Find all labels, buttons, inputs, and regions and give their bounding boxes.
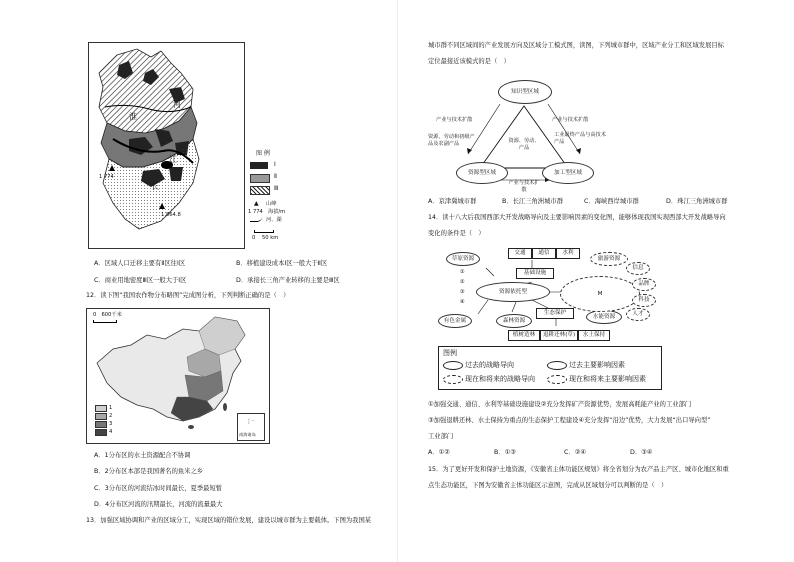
legend-peak-label: 山峰 — [266, 201, 277, 207]
q11-option-d: D．承接长三角产业转移的主要是Ⅲ区 — [236, 277, 340, 284]
hydropower-label: 水能资源 — [592, 314, 616, 320]
right-upper-flow: 产业与技术扩散 — [552, 117, 589, 123]
nonferrous-label: 有色金属 — [443, 318, 467, 324]
strategy-legend-title: 图例 — [443, 349, 457, 357]
eco-item-afforestation — [508, 330, 540, 341]
q14-stem-1: 14．读十八大后我国西部大开发战略导向及主要影响因素的变化图，能够体现我国实现西部大开发战略导向 — [428, 214, 726, 221]
forest-label: 森林资源 — [502, 318, 526, 324]
map2-legend-label-4: 4 — [109, 429, 113, 435]
region-label-he: 河 — [173, 100, 181, 109]
q13-option-c: C．海峡西岸城市群 — [584, 198, 639, 205]
m-label: M — [597, 291, 603, 297]
map2-legend-label-3: 3 — [109, 421, 113, 427]
tourism-resource-node — [590, 252, 628, 266]
inset-islands: ⋮· — [246, 418, 254, 425]
legend-past-factor: 过去主要影响因素 — [569, 361, 625, 369]
afforestation-label: 植树造林 — [512, 332, 536, 338]
river-label-jiang: 江 — [169, 155, 177, 164]
eco-item-soil-conservation — [578, 330, 610, 341]
infra-box — [516, 268, 554, 279]
resource-based-center — [476, 282, 550, 302]
q13-option-b: B．长江三角洲城市群 — [502, 198, 563, 205]
knowledge-region-label: 知识型区域 — [511, 89, 539, 95]
map2-legend-swatch-3 — [95, 421, 107, 428]
legend-label-1: Ⅰ — [274, 161, 276, 168]
q13-stem-start: 13．加强区域协调和产业的区域分工，实现区域的错位发展，建设以城市群为主要载体。下图为我国某 — [86, 517, 372, 524]
legend-future-factor: 现在和将来主要影响因素 — [569, 375, 646, 383]
legend-altitude-value: 1 774 — [248, 209, 263, 215]
map2-legend-label-1: 1 — [109, 405, 113, 411]
soil-conservation-label: 水土保持 — [582, 332, 606, 338]
q14-statement-2: ③加强退耕还林、水土保持为重点的生态保护工程建设④充分发挥“沿边”优势，大力发展“出口导向型” — [428, 417, 711, 424]
legend-past-strategy-icon — [443, 361, 463, 370]
infra-telecom-label: 通信 — [538, 250, 550, 256]
infra-item-water — [556, 248, 580, 259]
river-lake-icon — [250, 217, 262, 222]
grassland-resource-node — [446, 252, 480, 266]
legend-future-strategy-icon — [443, 375, 463, 384]
map2-legend-swatch-1 — [95, 405, 107, 412]
marker-4: ④ — [460, 299, 465, 305]
q14-statement-3: 工业部门 — [428, 433, 454, 440]
center-bottom-flow: 产业与技术扩散 — [508, 180, 540, 193]
marker-1: ① — [460, 269, 465, 275]
q15-stem-1: 15．为了更好开发和保护土地资源，《安徽省主体功能区规划》将全省划分为农产品主产区、城市化地区和重 — [428, 466, 729, 473]
marker-3: ③ — [460, 289, 465, 295]
brand-node — [632, 278, 656, 291]
brand-label: 品牌 — [638, 281, 650, 287]
q12-option-d: D．4分布区河流的汛期最长，河流的流量最大 — [94, 501, 223, 508]
west-development-diagram — [436, 246, 662, 390]
talent-label: 人才 — [632, 311, 644, 317]
infra-label: 基础设施 — [523, 270, 547, 276]
q15-stem-2: 点生态功能区，下图为安徽省主体功能区示意图，完成从区域划分可以判断的是（ ） — [428, 482, 668, 489]
technology-node — [632, 294, 656, 307]
infra-transport-label: 交通 — [514, 250, 526, 256]
m-center-node — [560, 276, 640, 312]
legend-title: 图 例 — [256, 150, 270, 157]
tourism-label: 旅游资源 — [597, 256, 621, 262]
nonferrous-metal-node — [438, 314, 472, 328]
hydropower-resource-node — [586, 310, 622, 324]
eco-protection-box — [536, 308, 574, 319]
right-lower-flow: 工业最终产品与高技术产品 — [554, 132, 606, 145]
infra-item-telecom — [532, 248, 556, 259]
scale-value: 50 km — [262, 235, 279, 241]
legend-future-factor-icon — [547, 375, 567, 384]
region-label-chang: 长 — [151, 182, 159, 191]
inset-label: 南海诸岛 — [239, 432, 256, 437]
column-divider — [397, 0, 398, 562]
marker-2: ② — [460, 279, 465, 285]
anhui-region-map — [88, 42, 245, 249]
q14-stem-2: 变化的条件是（ ） — [428, 230, 485, 237]
legend-swatch-1 — [250, 162, 268, 169]
q11-option-c: C．商业用地密度Ⅲ区一般大于Ⅰ区 — [94, 277, 187, 284]
legend-altitude-label: 海拔/m — [268, 209, 286, 215]
grassland-label: 草原资源 — [451, 256, 475, 262]
map2-legend-swatch-2 — [95, 413, 107, 420]
resource-region-node — [456, 162, 508, 184]
q12-option-a: A．1分布区的水土资源配合不协调 — [94, 452, 191, 459]
q12-stem: 12．读下图“我国农作物分布略图”完成图分析，下列判断正确的是（ ） — [86, 292, 290, 299]
strategy-legend — [438, 346, 662, 390]
eco-item-return-forest — [540, 330, 578, 341]
q13-option-a: A．京津冀城市群 — [428, 198, 477, 205]
legend-past-factor-icon — [547, 361, 567, 370]
q13-stem-cont-1: 城市群不同区域间的产业发展方向及区域分工模式图，读图，下列城市群中，区域产业分工和区域发展目标 — [428, 42, 724, 49]
q12-option-c: C．3分布区的河流结冰时间最长，夏季最短暂 — [94, 485, 223, 492]
information-node — [626, 262, 650, 275]
legend-swatch-2 — [250, 174, 270, 183]
scale-zero: 0 — [252, 235, 256, 241]
forest-resource-node — [496, 314, 532, 328]
region-triangle-diagram — [428, 76, 618, 194]
q14-option-b: B．①③ — [494, 449, 516, 456]
legend-label-2: Ⅱ — [274, 173, 277, 180]
legend-past-strategy: 过去的战略导向 — [465, 361, 514, 369]
left-upper-flow: 产业与技术扩散 — [436, 117, 473, 123]
spot-height-west: 1 774 — [99, 174, 114, 180]
china-crop-map — [86, 308, 270, 444]
knowledge-region-node — [498, 80, 552, 104]
resource-region-label: 资源型区域 — [468, 170, 496, 176]
infra-water-label: 水利 — [562, 250, 574, 256]
q14-option-d: D．③④ — [630, 449, 653, 456]
spot-height-south: 1 864.8 — [161, 212, 181, 218]
infra-item-transport — [508, 248, 532, 259]
q11-option-a: A．区域人口迁移主要有Ⅱ区往Ⅰ区 — [94, 260, 186, 267]
map2-legend-swatch-4 — [95, 429, 107, 436]
legend-label-3: Ⅲ — [274, 185, 279, 192]
q13-option-d: D．珠江三角洲城市群 — [666, 198, 728, 205]
map1-legend — [248, 150, 308, 246]
scale-bar — [254, 230, 274, 233]
information-label: 信息 — [632, 265, 644, 271]
region-label-huai: 淮 — [129, 112, 137, 121]
q14-option-a: A．①② — [428, 449, 450, 456]
left-lower-flow: 资源、劳动和初级产品及农副产品 — [428, 134, 475, 147]
q11-option-b: B．移植建设成本Ⅰ区一般大于Ⅱ区 — [236, 260, 328, 267]
legend-swatch-3 — [250, 186, 270, 195]
map2-legend-label-2: 2 — [109, 413, 113, 419]
south-china-sea-inset — [237, 413, 265, 441]
resource-based-label: 资源依托型 — [499, 289, 527, 295]
q14-option-c: C．②④ — [564, 449, 586, 456]
processing-region-label: 加工型区域 — [554, 170, 582, 176]
technology-label: 科技 — [638, 297, 650, 303]
processing-region-node — [542, 162, 594, 184]
peak-icon: ▲ — [254, 200, 259, 207]
q14-statement-1: ①加强交通、通信、水利等基础设施建设②充分发挥矿产资源优势，发展高耗能产业的工业部门 — [428, 401, 692, 408]
q12-option-b: B．2分布区本部是我国著名的鱼米之乡 — [94, 468, 204, 475]
q13-stem-cont-2: 定位最接近该模式的是（ ） — [428, 58, 510, 65]
legend-river-lake-label: 河、湖 — [266, 217, 282, 223]
legend-future-strategy: 现在和将来的战略导向 — [465, 375, 535, 383]
eco-protection-label: 生态保护 — [543, 310, 567, 316]
return-forest-label: 退耕还林(草) — [542, 332, 576, 338]
map2-scale-label: 0 600千米 — [93, 312, 122, 318]
talent-node — [626, 308, 650, 321]
center-top-flow: 资源、劳动、产品 — [508, 138, 540, 151]
